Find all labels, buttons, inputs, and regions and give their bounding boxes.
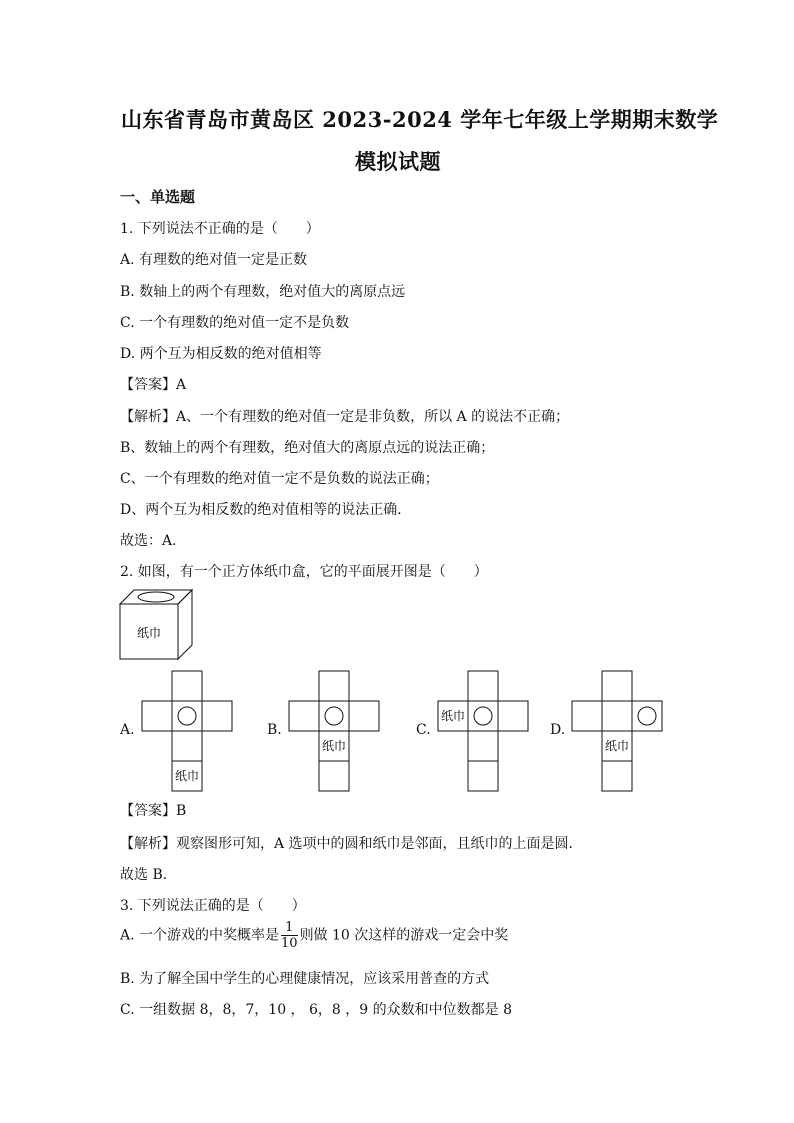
question-3-option-c: C. 一组数据 8，8，7，10 ， 6，8 ，9 的众数和中位数都是 8 <box>120 1002 512 1018</box>
net-b-label: 纸巾 <box>321 739 347 753</box>
option-a-letter: A. <box>120 722 135 738</box>
question-1-analysis-2: B、数轴上的两个有理数，绝对值大的离原点远的说法正确； <box>120 440 495 456</box>
net-c-label: 纸巾 <box>440 709 466 723</box>
question-3-option-b: B. 为了解全国中学生的心理健康情况，应该采用普查的方式 <box>120 971 490 987</box>
option-d-letter: D. <box>550 722 566 738</box>
section-heading: 一、单选题 <box>120 188 196 206</box>
fraction-numerator: 1 <box>281 921 298 936</box>
question-3-stem: 3. 下列说法正确的是（ ） <box>120 898 306 914</box>
question-1-option-c: C. 一个有理数的绝对值一定不是负数 <box>120 315 350 331</box>
question-2-analysis: 【解析】观察图形可知，A 选项中的圆和纸巾是邻面，且纸巾的上面是圆． <box>120 836 583 852</box>
net-a-label: 纸巾 <box>174 769 200 783</box>
question-1-conclusion: 故选：A． <box>120 533 187 549</box>
question-2-conclusion: 故选 B． <box>120 867 177 883</box>
net-option-c <box>436 670 531 792</box>
option-a-text-pre: A. 一个游戏的中奖概率是 <box>120 927 280 944</box>
page-title: 山东省青岛市黄岛区 2023-2024 学年七年级上学期期末数学 <box>121 107 719 132</box>
question-1-analysis-1: 【解析】A、一个有理数的绝对值一定是非负数，所以 A 的说法不正确； <box>120 409 570 425</box>
question-2-answer: 【答案】B <box>120 803 187 819</box>
net-option-d <box>570 670 665 792</box>
option-a-text-post: 则做 10 次这样的游戏一定会中奖 <box>299 927 509 944</box>
probability-fraction <box>281 921 298 950</box>
fraction-denominator: 10 <box>281 936 298 951</box>
question-1-option-d: D. 两个互为相反数的绝对值相等 <box>120 346 322 362</box>
question-1-answer: 【答案】A <box>120 377 187 393</box>
question-1-option-b: B. 数轴上的两个有理数，绝对值大的离原点远 <box>120 284 406 300</box>
net-option-b <box>287 670 382 792</box>
net-d-label: 纸巾 <box>604 739 630 753</box>
page-title-line2: 模拟试题 <box>355 149 441 174</box>
question-1-option-a: A. 有理数的绝对值一定是正数 <box>120 252 308 268</box>
question-3-option-a <box>120 921 508 950</box>
tissue-box-label: 纸巾 <box>136 626 162 640</box>
question-2-stem: 2. 如图，有一个正方体纸巾盒，它的平面展开图是（ ） <box>120 564 488 580</box>
option-c-letter: C. <box>416 722 431 738</box>
question-1-stem: 1. 下列说法不正确的是（ ） <box>120 221 320 237</box>
tissue-box-figure <box>118 588 198 662</box>
question-1-analysis-3: C、一个有理数的绝对值一定不是负数的说法正确； <box>120 471 439 487</box>
net-option-a <box>140 670 235 792</box>
option-b-letter: B. <box>267 722 282 738</box>
question-1-analysis-4: D、两个互为相反数的绝对值相等的说法正确． <box>120 502 412 518</box>
